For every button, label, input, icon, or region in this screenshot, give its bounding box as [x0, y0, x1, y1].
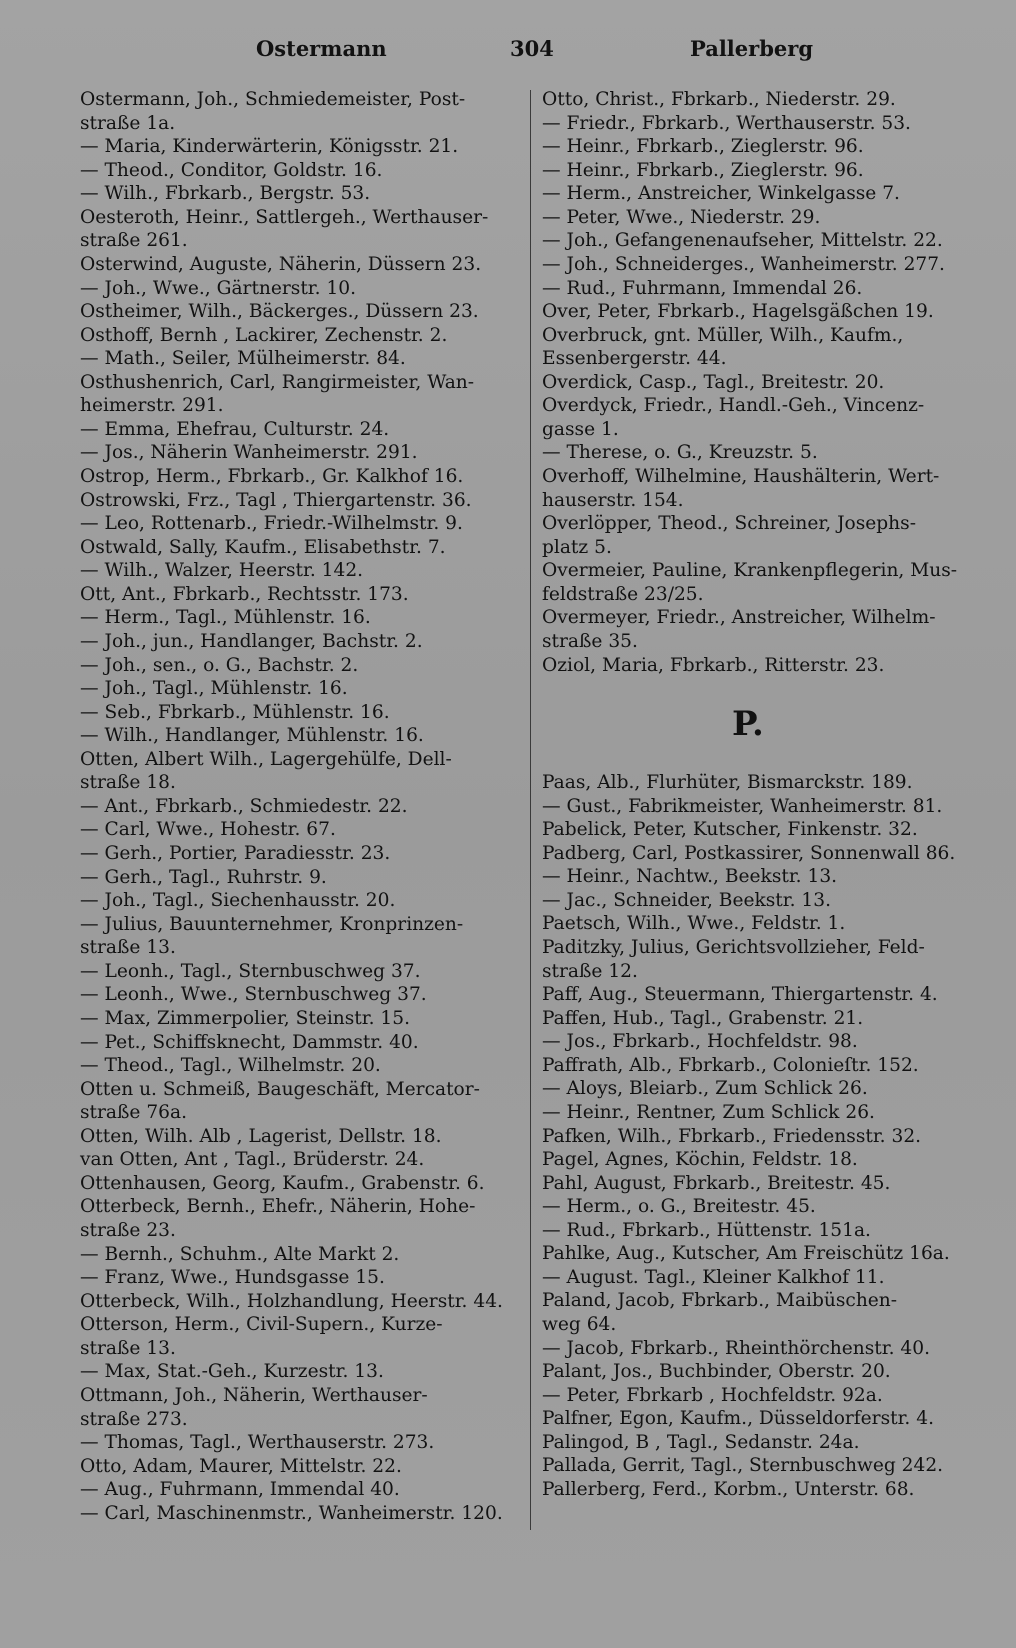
entry-line: — Jacob, Fbrkarb., Rheinthörchenstr. 40.: [542, 1337, 930, 1359]
entry-line: — Carl, Maschinenmstr., Wanheimerstr. 120.: [80, 1502, 503, 1524]
entry-line: — Peter, Wwe., Niederstr. 29.: [542, 206, 821, 228]
entry-line: Palant, Jos., Buchbinder, Oberstr. 20.: [542, 1361, 891, 1383]
entry-line: Ottmann, Joh., Näherin, Werthauser-: [80, 1384, 428, 1406]
entry-line: — Joh., Gefangenenaufseher, Mittelstr. 22.: [542, 230, 943, 252]
entry-line: straße 13.: [80, 937, 176, 959]
entry-line: Overmeyer, Friedr., Anstreicher, Wilhelm-: [542, 607, 936, 629]
entry-line: — Leo, Rottenarb., Friedr.-Wilhelmstr. 9.: [80, 513, 463, 535]
entry-line: — Carl, Wwe., Hohestr. 67.: [80, 819, 336, 841]
entry-line: Paas, Alb., Flurhüter, Bismarckstr. 189.: [542, 772, 913, 794]
entry-line: Oesteroth, Heinr., Sattlergeh., Werthauser-: [80, 206, 489, 228]
entry-line: — Emma, Ehefrau, Culturstr. 24.: [80, 418, 390, 440]
entry-line: — Leonh., Tagl., Sternbuschweg 37.: [80, 960, 421, 982]
entry-line: Ostermann, Joh., Schmiedemeister, Post-: [80, 89, 466, 110]
entry-line: Otto, Adam, Maurer, Mittelstr. 22.: [80, 1455, 402, 1477]
entry-line: Paditzky, Julius, Gerichtsvollzieher, Feld-: [542, 937, 925, 958]
entry-line: Overmeier, Pauline, Krankenpflegerin, Mus-: [542, 560, 958, 582]
entry-line: — Rud., Fuhrmann, Immendal 26.: [542, 277, 863, 299]
page-number: 304: [510, 36, 554, 61]
header-left-keyword: Ostermann: [256, 36, 387, 61]
entry-line: Ostrowski, Frz., Tagl , Thiergartenstr. 36.: [80, 489, 472, 511]
entry-line: straße 23.: [80, 1220, 176, 1241]
entry-line: straße 76a.: [80, 1102, 187, 1124]
entry-line: Overdyck, Friedr., Handl.-Geh., Vincenz-: [542, 395, 925, 417]
entry-line: — Herm., Anstreicher, Winkelgasse 7.: [542, 183, 900, 205]
entry-line: Ostheimer, Wilh., Bäckerges., Düssern 23.: [80, 301, 479, 323]
entry-line: Paetsch, Wilh., Wwe., Feldstr. 1.: [542, 913, 846, 935]
entry-line: Over, Peter, Fbrkarb., Hagelsgäßchen 19.: [542, 301, 934, 323]
entry-line: Osterwind, Auguste, Näherin, Düssern 23.: [80, 253, 482, 275]
entry-line: — Gerh., Portier, Paradiesstr. 23.: [80, 843, 391, 864]
entry-line: Palingod, B , Tagl., Sedanstr. 24a.: [542, 1431, 860, 1453]
entry-line: — Jos., Fbrkarb., Hochfeldstr. 98.: [542, 1031, 858, 1053]
entry-line: Ostwald, Sally, Kaufm., Elisabethstr. 7.: [80, 536, 446, 558]
entry-line: Otterbeck, Bernh., Ehefr., Näherin, Hohe-: [80, 1196, 476, 1218]
entry-line: Oziol, Maria, Fbrkarb., Ritterstr. 23.: [542, 654, 885, 676]
entry-line: — Joh., Tagl., Siechenhausstr. 20.: [80, 890, 396, 912]
entry-line: Pafken, Wilh., Fbrkarb., Friedensstr. 32.: [542, 1125, 922, 1147]
entry-line: — Ant., Fbrkarb., Schmiedestr. 22.: [80, 795, 408, 817]
right-column-o-entries: [542, 88, 982, 677]
entry-line: straße 13.: [80, 1337, 176, 1359]
entry-line: Ostrop, Herm., Fbrkarb., Gr. Kalkhof 16.: [80, 466, 464, 487]
entry-line: — Heinr., Fbrkarb., Zieglerstr. 96.: [542, 159, 864, 181]
entry-line: — Rud., Fbrkarb., Hüttenstr. 151a.: [542, 1219, 871, 1241]
entry-line: — Pet., Schiffsknecht, Dammstr. 40.: [80, 1031, 419, 1053]
entry-line: Overlöpper, Theod., Schreiner, Josephs-: [542, 513, 916, 535]
entry-line: — Theod., Tagl., Wilhelmstr. 20.: [80, 1055, 381, 1077]
page-header: [80, 36, 980, 70]
entry-line: — Thomas, Tagl., Werthauserstr. 273.: [80, 1432, 435, 1454]
entry-line: Pallerberg, Ferd., Korbm., Unterstr. 68.: [542, 1478, 915, 1500]
entry-line: Paff, Aug., Steuermann, Thiergartenstr. 4.: [542, 984, 938, 1006]
entry-line: Ottenhausen, Georg, Kaufm., Grabenstr. 6.: [80, 1172, 485, 1194]
entry-line: gasse 1.: [542, 418, 619, 440]
entry-line: Essenbergerstr. 44.: [542, 348, 727, 370]
entry-line: straße 18.: [80, 772, 176, 794]
entry-line: Paffen, Hub., Tagl., Grabenstr. 21.: [542, 1007, 864, 1029]
entry-line: — Heinr., Rentner, Zum Schlick 26.: [542, 1101, 875, 1123]
entry-line: straße 273.: [80, 1408, 188, 1430]
entry-line: Otten u. Schmeiß, Baugeschäft, Mercator-: [80, 1078, 480, 1100]
entry-line: — Heinr., Nachtw., Beekstr. 13.: [542, 866, 838, 888]
entry-line: — Joh., Schneiderges., Wanheimerstr. 277.: [542, 253, 945, 275]
entry-line: — Jac., Schneider, Beekstr. 13.: [542, 889, 832, 911]
section-letter: P.: [732, 704, 764, 745]
entry-line: — August. Tagl., Kleiner Kalkhof 11.: [542, 1266, 885, 1288]
entry-line: Pabelick, Peter, Kutscher, Finkenstr. 32.: [542, 819, 918, 841]
entry-line: — Aug., Fuhrmann, Immendal 40.: [80, 1479, 400, 1501]
entry-line: — Joh., Wwe., Gärtnerstr. 10.: [80, 277, 357, 299]
right-column-p-entries: [542, 771, 982, 1501]
entry-line: Pahl, August, Fbrkarb., Breitestr. 45.: [542, 1172, 891, 1194]
entry-line: — Bernh., Schuhm., Alte Markt 2.: [80, 1243, 400, 1265]
entry-line: weg 64.: [542, 1314, 617, 1335]
entry-line: — Therese, o. G., Kreuzstr. 5.: [542, 442, 818, 464]
entry-line: — Friedr., Fbrkarb., Werthauserstr. 53.: [542, 112, 911, 134]
entry-line: feldstraße 23/25.: [542, 583, 704, 605]
entry-line: Osthushenrich, Carl, Rangirmeister, Wan-: [80, 371, 475, 393]
entry-line: — Gerh., Tagl., Ruhrstr. 9.: [80, 866, 327, 888]
entry-line: — Leonh., Wwe., Sternbuschweg 37.: [80, 984, 427, 1006]
entry-line: — Joh., jun., Handlanger, Bachstr. 2.: [80, 630, 423, 652]
entry-line: Pagel, Agnes, Köchin, Feldstr. 18.: [542, 1149, 858, 1171]
entry-line: Palfner, Egon, Kaufm., Düsseldorferstr. 4.: [542, 1408, 934, 1430]
right-column: [542, 88, 982, 1502]
entry-line: straße 261.: [80, 230, 188, 252]
entry-line: — Franz, Wwe., Hundsgasse 15.: [80, 1267, 385, 1289]
entry-line: — Gust., Fabrikmeister, Wanheimerstr. 81.: [542, 795, 943, 817]
entry-line: Overdick, Casp., Tagl., Breitestr. 20.: [542, 371, 885, 393]
entry-line: Overbruck, gnt. Müller, Wilh., Kaufm.,: [542, 324, 904, 346]
entry-line: — Max, Stat.-Geh., Kurzestr. 13.: [80, 1361, 384, 1383]
entry-line: Otterson, Herm., Civil-Supern., Kurze-: [80, 1314, 443, 1336]
entry-line: Otten, Wilh. Alb , Lagerist, Dellstr. 18.: [80, 1125, 442, 1147]
entry-line: — Maria, Kinderwärterin, Königsstr. 21.: [80, 136, 459, 158]
entry-line: — Joh., sen., o. G., Bachstr. 2.: [80, 654, 359, 676]
entry-line: straße 1a.: [80, 112, 176, 134]
entry-line: Ott, Ant., Fbrkarb., Rechtsstr. 173.: [80, 583, 409, 605]
entry-line: Pallada, Gerrit, Tagl., Sternbuschweg 242.: [542, 1455, 944, 1477]
entry-line: hauserstr. 154.: [542, 489, 684, 511]
entry-line: van Otten, Ant , Tagl., Brüderstr. 24.: [80, 1149, 425, 1171]
entry-line: — Aloys, Bleiarb., Zum Schlick 26.: [542, 1078, 868, 1100]
entry-line: Osthoff, Bernh , Lackirer, Zechenstr. 2.: [80, 324, 448, 346]
entry-line: — Peter, Fbrkarb , Hochfeldstr. 92a.: [542, 1384, 883, 1406]
entry-line: — Wilh., Fbrkarb., Bergstr. 53.: [80, 183, 371, 205]
entry-line: — Math., Seiler, Mülheimerstr. 84.: [80, 348, 406, 370]
entry-line: — Herm., o. G., Breitestr. 45.: [542, 1196, 816, 1218]
left-column: [80, 88, 512, 1525]
entry-line: Paffrath, Alb., Fbrkarb., Colonieſtr. 152.: [542, 1054, 919, 1076]
entry-line: Otten, Albert Wilh., Lagergehülfe, Dell-: [80, 748, 452, 770]
entry-line: heimerstr. 291.: [80, 395, 224, 417]
entry-line: — Max, Zimmerpolier, Steinstr. 15.: [80, 1007, 411, 1029]
entry-line: straße 35.: [542, 630, 638, 652]
entry-line: — Wilh., Walzer, Heerstr. 142.: [80, 560, 364, 582]
entry-line: Otto, Christ., Fbrkarb., Niederstr. 29.: [542, 89, 896, 110]
entry-line: Overhoff, Wilhelmine, Haushälterin, Wert-: [542, 466, 940, 487]
entry-line: Padberg, Carl, Postkassirer, Sonnenwall 86.: [542, 842, 956, 864]
entry-line: — Wilh., Handlanger, Mühlenstr. 16.: [80, 725, 424, 747]
entry-line: Paland, Jacob, Fbrkarb., Maibüschen-: [542, 1290, 898, 1312]
entry-line: — Heinr., Fbrkarb., Zieglerstr. 96.: [542, 136, 864, 158]
entry-line: — Jos., Näherin Wanheimerstr. 291.: [80, 442, 418, 464]
column-divider: [530, 90, 531, 1530]
entry-line: — Seb., Fbrkarb., Mühlenstr. 16.: [80, 701, 390, 723]
entry-line: — Theod., Conditor, Goldstr. 16.: [80, 159, 383, 181]
entry-line: straße 12.: [542, 960, 638, 982]
header-right-keyword: Pallerberg: [690, 36, 814, 61]
entry-line: — Herm., Tagl., Mühlenstr. 16.: [80, 607, 371, 629]
entry-line: platz 5.: [542, 536, 612, 558]
entry-line: Pahlke, Aug., Kutscher, Am Freischütz 16a.: [542, 1243, 950, 1265]
entry-line: Otterbeck, Wilh., Holzhandlung, Heerstr. 44.: [80, 1290, 503, 1312]
entry-line: — Julius, Bauunternehmer, Kronprinzen-: [80, 913, 464, 935]
entry-line: — Joh., Tagl., Mühlenstr. 16.: [80, 678, 348, 700]
